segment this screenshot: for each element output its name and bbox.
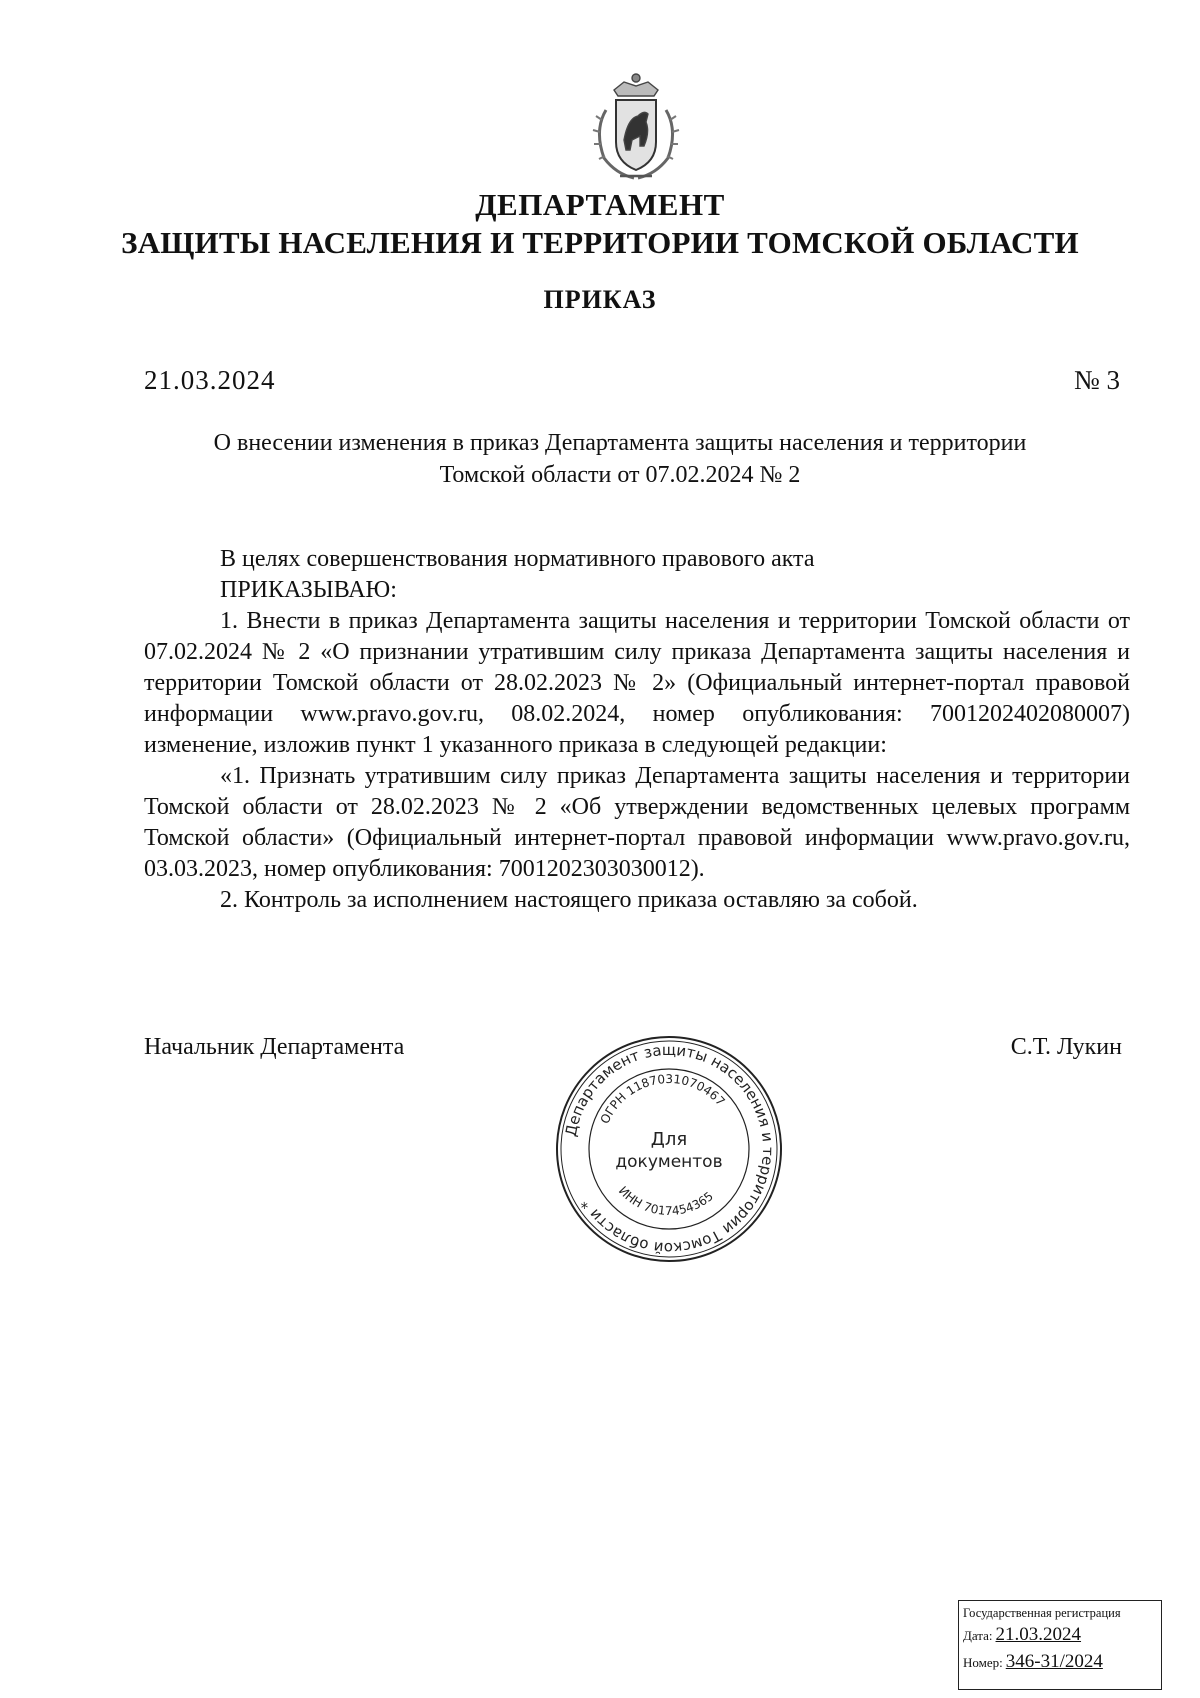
seal-outer-text: Департамент защиты населения и территории Томской области * bbox=[561, 1040, 778, 1258]
subject-line-1: О внесении изменения в приказ Департамента защиты населения и территории bbox=[213, 430, 1027, 456]
registration-number-row bbox=[963, 1649, 1157, 1676]
registration-date-label: Дата: bbox=[963, 1628, 993, 1643]
document-type: ПРИКАЗ bbox=[543, 285, 657, 314]
registration-date-value: 21.03.2024 bbox=[995, 1624, 1082, 1645]
seal-center-line-2: документов bbox=[615, 1152, 723, 1172]
order-item-1: 1. Внести в приказ Департамента защиты населения и территории Томской области от 07.02.2024 № 2 «О признании утратившим силу приказа Департамента защиты населения и территории Томской области от 28.02.2023 № 2» (Официальный интернет-портал правовой информации www.pravo.gov.ru, 08.02.2024, номер опубликования: 7001202402080007) изменение, изложив пункт 1 указанного приказа в следующей редакции: bbox=[144, 608, 1130, 758]
seal-inn: ИНН 7017454365 bbox=[615, 1183, 716, 1219]
svg-text:ОГРН 1187031070467 bbox=[598, 1072, 728, 1126]
order-item-1-quote: «1. Признать утратившим силу приказ Департамента защиты населения и территории Томской области от 28.02.2023 № 2 «Об утверждении ведомственных целевых программ Томской области» (Официальный интернет-портал правовой информации www.pravo.gov.ru, 03.03.2023, номер опубликования: 7001202303030012). bbox=[144, 763, 1130, 882]
subject-line-2: Томской области от 07.02.2024 № 2 bbox=[439, 462, 801, 488]
order-item-2: 2. Контроль за исполнением настоящего приказа оставляю за собой. bbox=[220, 887, 918, 913]
org-line-1: ДЕПАРТАМЕНТ bbox=[475, 187, 725, 222]
seal-center-line-1: Для bbox=[650, 1129, 688, 1150]
document-number: № 3 bbox=[1073, 365, 1120, 395]
coat-of-arms-icon bbox=[576, 70, 696, 185]
org-line-2: ЗАЩИТЫ НАСЕЛЕНИЯ И ТЕРРИТОРИИ ТОМСКОЙ ОБЛАСТИ bbox=[121, 225, 1079, 260]
svg-text:ИНН 7017454365 bbox=[616, 1184, 716, 1218]
signatory-position: Начальник Департамента bbox=[144, 1034, 405, 1060]
official-seal-icon bbox=[553, 1033, 785, 1265]
preamble: В целях совершенствования нормативного правового акта bbox=[220, 546, 815, 572]
seal-ogrn: ОГРН 1187031070467 bbox=[597, 1071, 728, 1126]
registration-date-row bbox=[963, 1622, 1157, 1649]
signatory-name: С.Т. Лукин bbox=[1010, 1034, 1122, 1060]
document-body bbox=[144, 544, 1130, 916]
order-word: ПРИКАЗЫВАЮ: bbox=[220, 577, 397, 603]
registration-stamp bbox=[958, 1600, 1162, 1690]
registration-number-label: Номер: bbox=[963, 1655, 1003, 1670]
registration-number-value: 346-31/2024 bbox=[1005, 1651, 1103, 1672]
organization-name bbox=[0, 186, 1200, 262]
document-subject bbox=[150, 427, 1090, 491]
document-date: 21.03.2024 bbox=[144, 365, 276, 395]
registration-title: Государственная регистрация bbox=[963, 1606, 1121, 1620]
